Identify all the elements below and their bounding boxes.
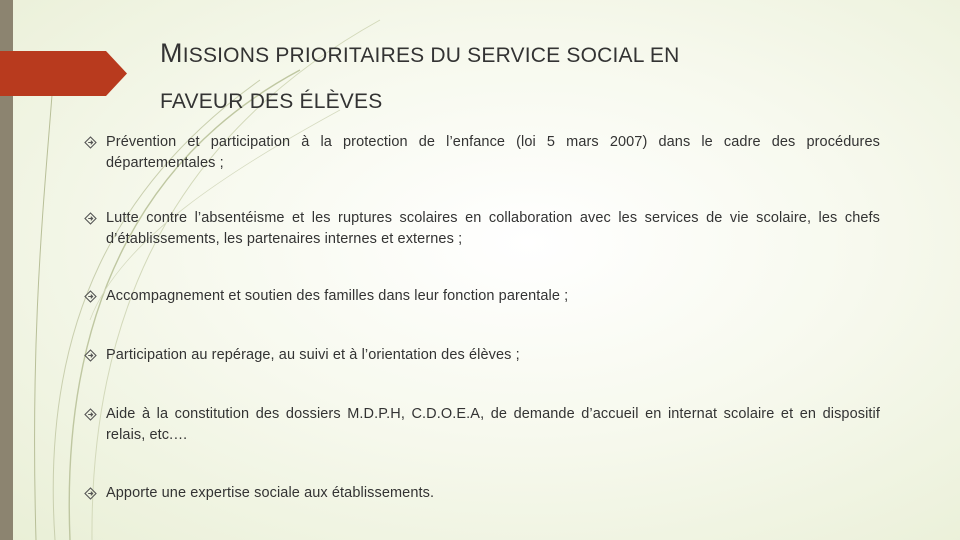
bullet-text: Prévention et participation à la protection de l’enfance (loi 5 mars 2007) dans le cadre des procédures départementales ; <box>106 134 880 171</box>
title-line-2: FAVEUR DES ÉLÈVES <box>160 90 383 113</box>
diamond-arrow-icon <box>84 404 106 426</box>
bullet-text: Accompagnement et soutien des familles dans leur fonction parentale ; <box>106 288 569 304</box>
diamond-arrow-icon <box>84 483 106 505</box>
bullet-item <box>84 132 880 174</box>
diamond-arrow-icon <box>84 132 106 154</box>
bullet-list <box>84 0 880 540</box>
bullet-text: Apporte une expertise sociale aux établissements. <box>106 485 435 501</box>
bullet-text: Participation au repérage, au suivi et à l’orientation des élèves ; <box>106 347 520 363</box>
bullet-text: Aide à la constitution des dossiers M.D.P.H, C.D.O.E.A, de demande d’accueil en internat scolaire et en dispositif relais, etc.… <box>106 406 880 443</box>
diamond-arrow-icon <box>84 286 106 308</box>
title-rest: ISSIONS PRIORITAIRES DU SERVICE SOCIAL EN <box>182 44 680 67</box>
bullet-item <box>84 208 880 250</box>
bullet-item <box>84 404 880 446</box>
diamond-arrow-icon <box>84 208 106 230</box>
bullet-item <box>84 286 880 308</box>
bullet-item <box>84 483 880 505</box>
bullet-text: Lutte contre l’absentéisme et les ruptures scolaires en collaboration avec les services de vie scolaire, les chefs d’établissements, les partenaires internes et externes ; <box>106 210 880 247</box>
bullet-item <box>84 345 880 367</box>
title-initial: M <box>160 38 183 68</box>
diamond-arrow-icon <box>84 345 106 367</box>
